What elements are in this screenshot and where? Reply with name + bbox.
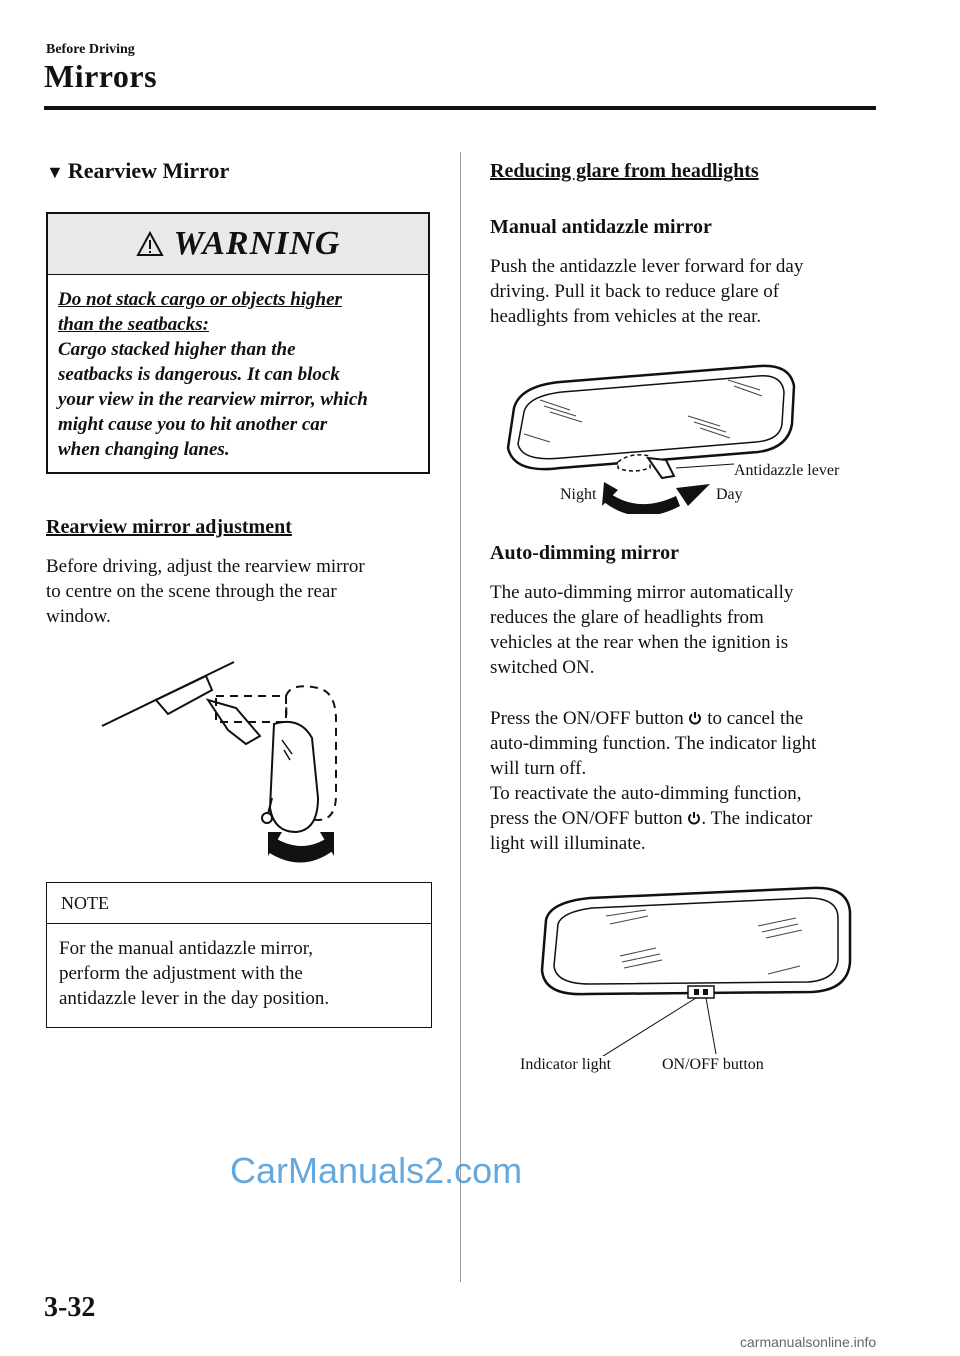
warning-line: Cargo stacked higher than the — [58, 339, 296, 360]
note-line: antidazzle lever in the day position. — [59, 988, 330, 1009]
warning-line: seatbacks is dangerous. It can block — [58, 364, 340, 385]
footer-site: carmanualsonline.info — [740, 1334, 877, 1350]
note-title: NOTE — [47, 883, 431, 924]
paragraph-line: driving. Pull it back to reduce glare of — [490, 281, 780, 302]
paragraph-line: reduces the glare of headlights from — [490, 607, 764, 628]
paragraph-line: light will illuminate. — [490, 833, 646, 854]
page-number: 3-32 — [44, 1292, 96, 1323]
warning-line: when changing lanes. — [58, 439, 230, 460]
on-off-paragraph — [490, 706, 890, 856]
night-label: Night — [560, 486, 597, 503]
glare-heading: Reducing glare from headlights — [490, 160, 759, 182]
auto-dimming-mirror-figure — [536, 886, 856, 1056]
adjustment-heading: Rearview mirror adjustment — [46, 516, 292, 538]
auto-dimming-heading: Auto-dimming mirror — [490, 542, 680, 564]
note-line: perform the adjustment with the — [59, 963, 303, 984]
section-label: Before Driving — [46, 42, 135, 57]
warning-line: your view in the rearview mirror, which — [58, 389, 368, 410]
note-box — [46, 882, 432, 1028]
column-divider — [460, 152, 461, 1282]
text-span: press the ON/OFF button — [490, 808, 683, 829]
warning-triangle-icon — [136, 231, 164, 257]
warning-line: Do not stack cargo or objects higher — [58, 289, 342, 310]
power-icon — [687, 811, 701, 825]
paragraph-line: will turn off. — [490, 758, 587, 779]
paragraph-line — [490, 806, 890, 831]
heading-text: Rearview Mirror — [67, 158, 230, 183]
warning-body — [48, 275, 428, 462]
paragraph-line: headlights from vehicles at the rear. — [490, 306, 762, 327]
manual-mirror-heading: Manual antidazzle mirror — [490, 216, 712, 238]
watermark: CarManuals2.com — [230, 1150, 523, 1191]
power-icon — [688, 711, 702, 725]
auto-dimming-paragraph — [490, 580, 890, 680]
note-line: For the manual antidazzle mirror, — [59, 938, 314, 959]
paragraph-line: The auto-dimming mirror automatically — [490, 582, 794, 603]
text-span: Press the ON/OFF button — [490, 708, 684, 729]
triangle-bullet-icon: ▼ — [46, 162, 64, 182]
note-body — [47, 924, 431, 1011]
antidazzle-lever-label: Antidazzle lever — [734, 462, 840, 479]
antidazzle-mirror-figure — [500, 364, 800, 514]
warning-title: WARNING — [173, 225, 341, 262]
paragraph-line: Before driving, adjust the rearview mirror — [46, 556, 365, 577]
paragraph-line: Push the antidazzle lever forward for day — [490, 256, 804, 277]
text-span: . The indicator — [701, 808, 813, 829]
paragraph-line: window. — [46, 606, 111, 627]
adjustment-paragraph — [46, 554, 436, 629]
header-rule — [44, 106, 876, 110]
mirror-adjustment-figure — [96, 660, 346, 870]
warning-line: than the seatbacks: — [58, 314, 209, 335]
warning-header — [48, 214, 428, 275]
paragraph-line — [490, 706, 890, 731]
on-off-button-label: ON/OFF button — [662, 1056, 764, 1073]
paragraph-line: to centre on the scene through the rear — [46, 581, 337, 602]
rearview-mirror-heading — [46, 158, 229, 184]
warning-line: might cause you to hit another car — [58, 414, 328, 435]
warning-box — [46, 212, 430, 474]
paragraph-line: switched ON. — [490, 657, 595, 678]
indicator-light-label: Indicator light — [520, 1056, 612, 1073]
day-label: Day — [716, 486, 743, 503]
paragraph-line: vehicles at the rear when the ignition is — [490, 632, 789, 653]
paragraph-line: auto-dimming function. The indicator light — [490, 733, 817, 754]
page-title: Mirrors — [44, 58, 158, 94]
text-span: to cancel the — [707, 708, 804, 729]
paragraph-line: To reactivate the auto-dimming function, — [490, 783, 802, 804]
manual-mirror-paragraph — [490, 254, 890, 329]
